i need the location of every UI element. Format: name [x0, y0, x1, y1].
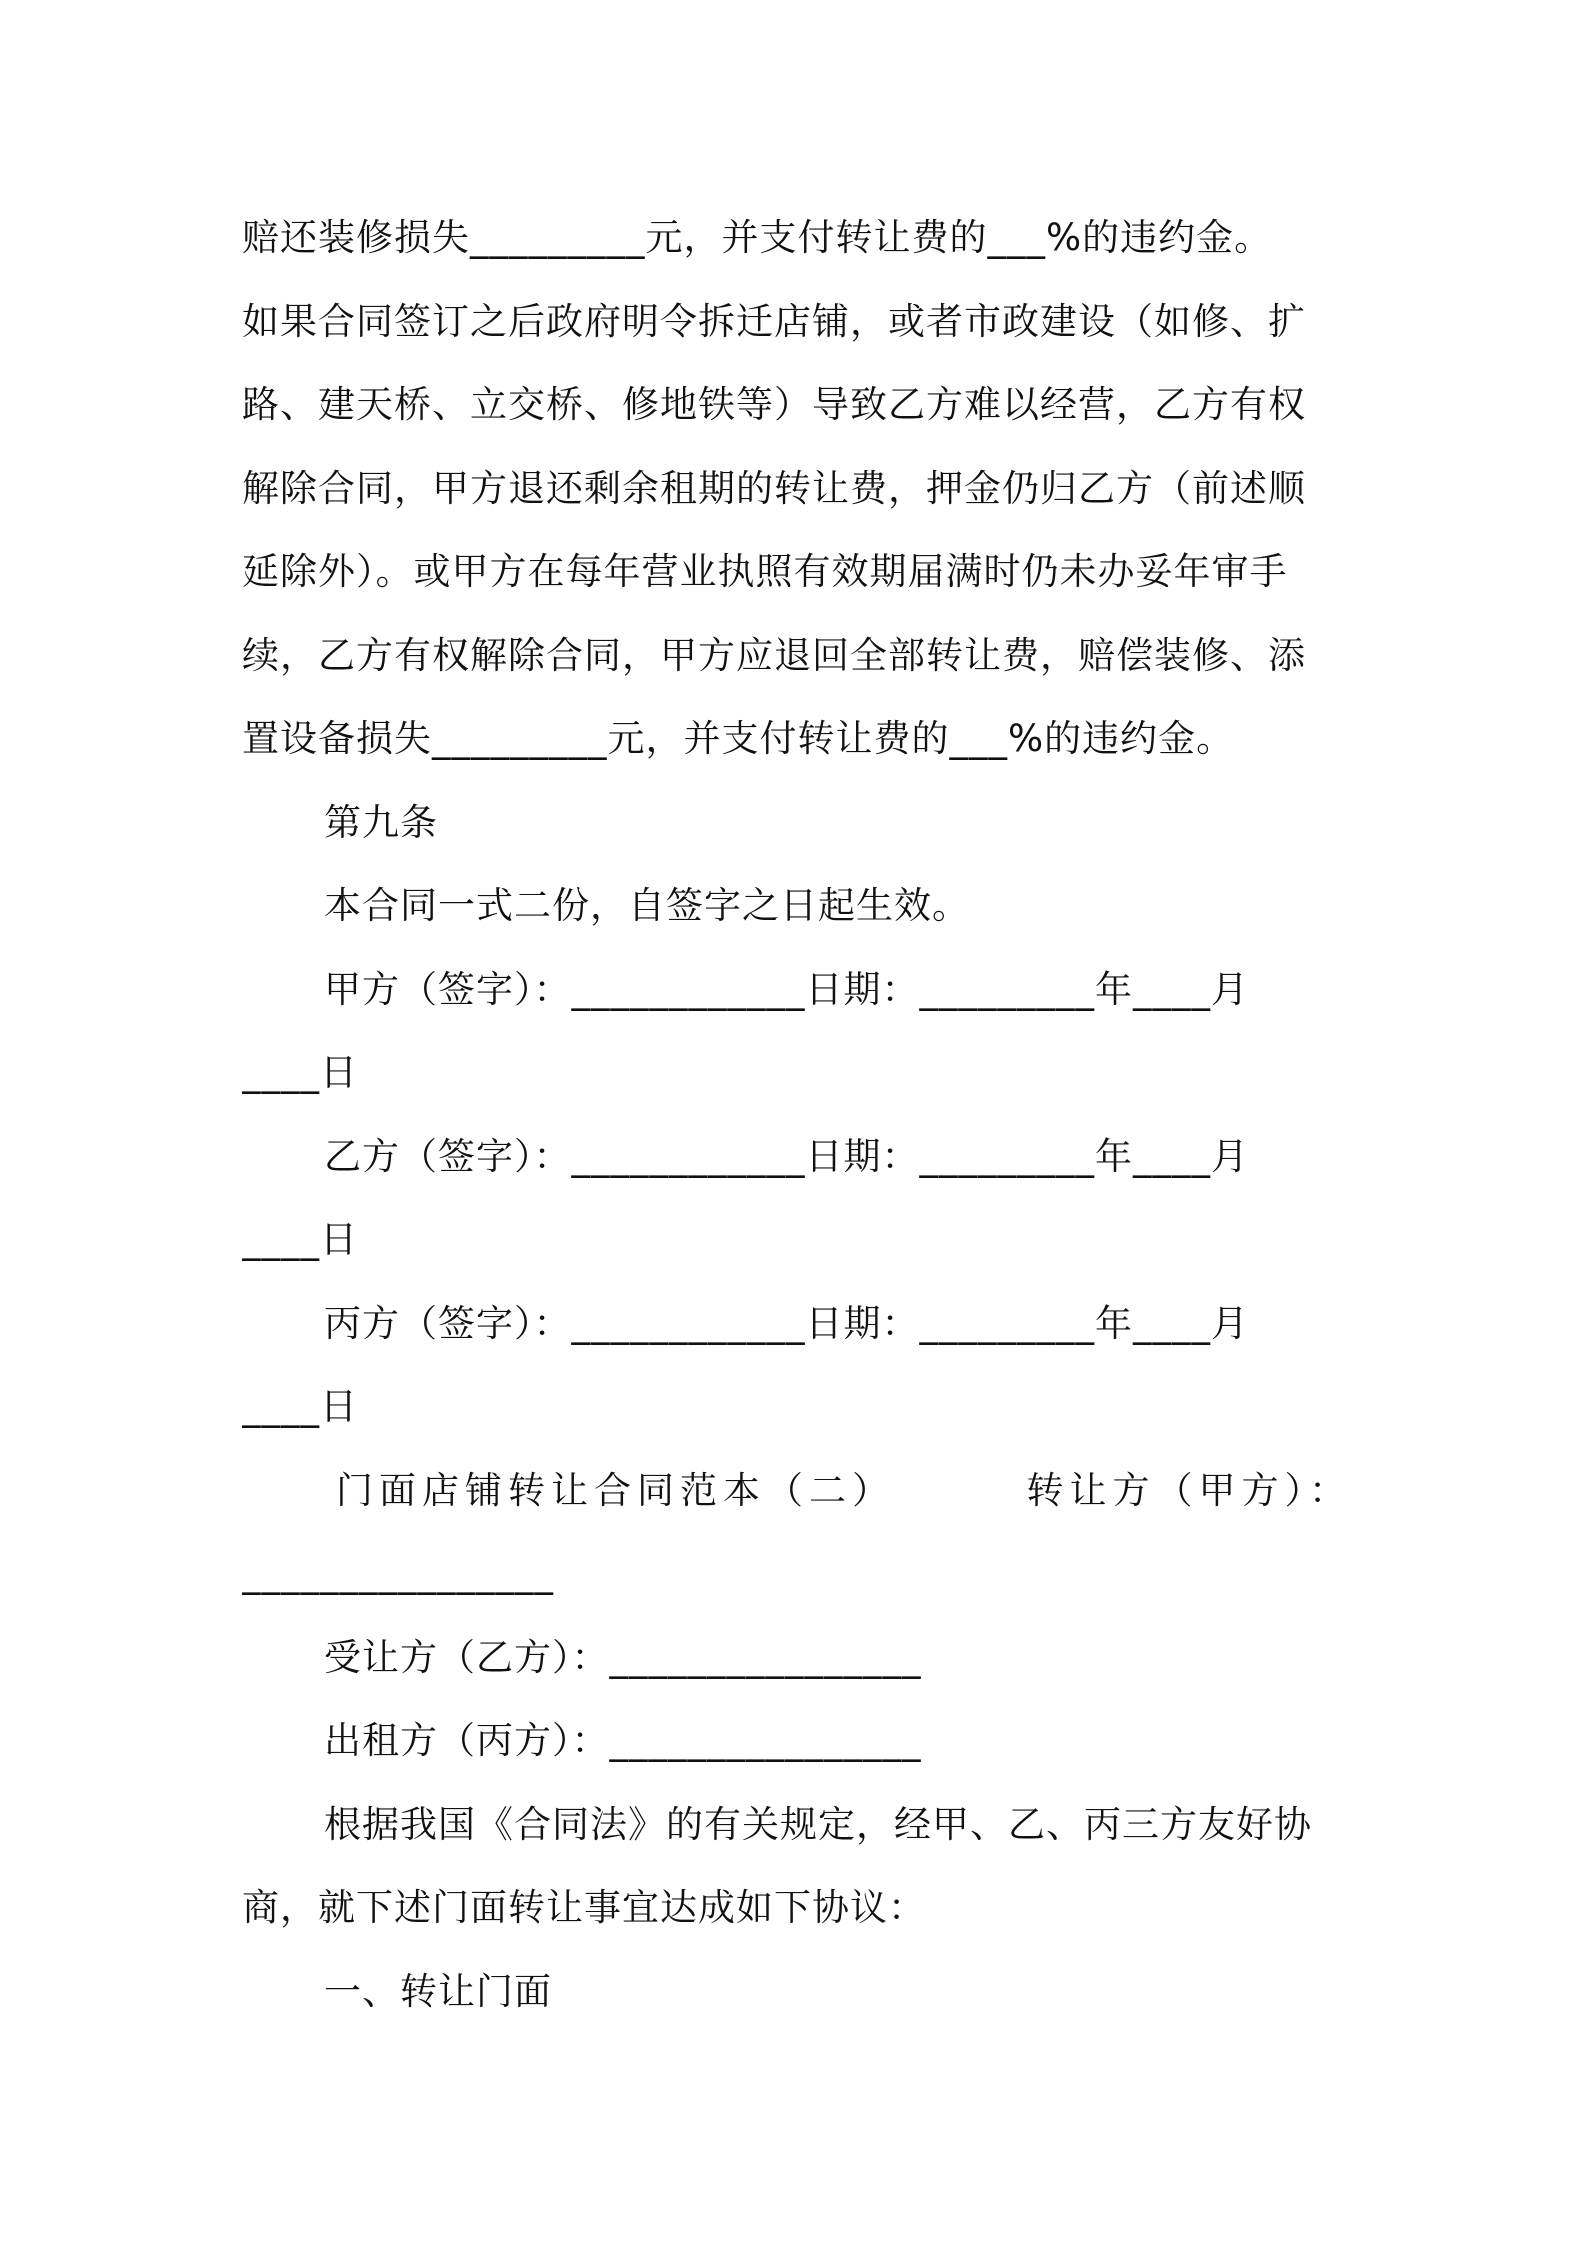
signature-day-party-c: ____日 [242, 1385, 358, 1428]
title-row [242, 1449, 1352, 1533]
signature-day-party-a: ____日 [242, 1051, 358, 1094]
lessor-line: 出租方（丙方）：________________ [324, 1719, 922, 1762]
transferor-label: 转让方（甲方）： [1026, 1468, 1352, 1512]
paragraph-line: 续，乙方有权解除合同，甲方应退回全部转让费，赔偿装修、添 [242, 633, 1306, 677]
intro-line: 商，就下述门面转让事宜达成如下协议： [242, 1886, 926, 1929]
paragraph-line: 赔还装修损失_________元，并支付转让费的___%的违约金。 [242, 216, 1273, 259]
article-text: 本合同一式二份，自签字之日起生效。 [324, 884, 970, 927]
paragraph-line: 路、建天桥、立交桥、修地铁等）导致乙方难以经营，乙方有权 [242, 383, 1306, 426]
paragraph-line: 解除合同，甲方退还剩余租期的转让费，押金仍归乙方（前述顺 [242, 466, 1306, 510]
article-heading: 第九条 [324, 800, 438, 844]
document-title: 门面店铺转让合同范本（二） [336, 1468, 895, 1512]
intro-line: 根据我国《合同法》的有关规定，经甲、乙、丙三方友好协 [324, 1802, 1312, 1846]
signature-day-party-b: ____日 [242, 1218, 358, 1261]
transferee-line: 受让方（乙方）：________________ [324, 1635, 922, 1679]
signature-line-party-a: 甲方（签字）：____________日期：_________年____月 [324, 967, 1249, 1011]
signature-line-party-b: 乙方（签字）：____________日期：_________年____月 [324, 1134, 1249, 1178]
paragraph-line: 置设备损失_________元，并支付转让费的___%的违约金。 [242, 717, 1235, 760]
transferor-blank: ________________ [242, 1552, 554, 1595]
section-heading: 一、转让门面 [324, 1969, 552, 2013]
paragraph-line: 延除外）。或甲方在每年营业执照有效期届满时仍未办妥年审手 [242, 550, 1288, 593]
paragraph-line: 如果合同签订之后政府明令拆迁店铺，或者市政建设（如修、扩 [242, 299, 1306, 343]
document-body [242, 196, 1352, 2033]
signature-line-party-c: 丙方（签字）：____________日期：_________年____月 [324, 1301, 1249, 1345]
